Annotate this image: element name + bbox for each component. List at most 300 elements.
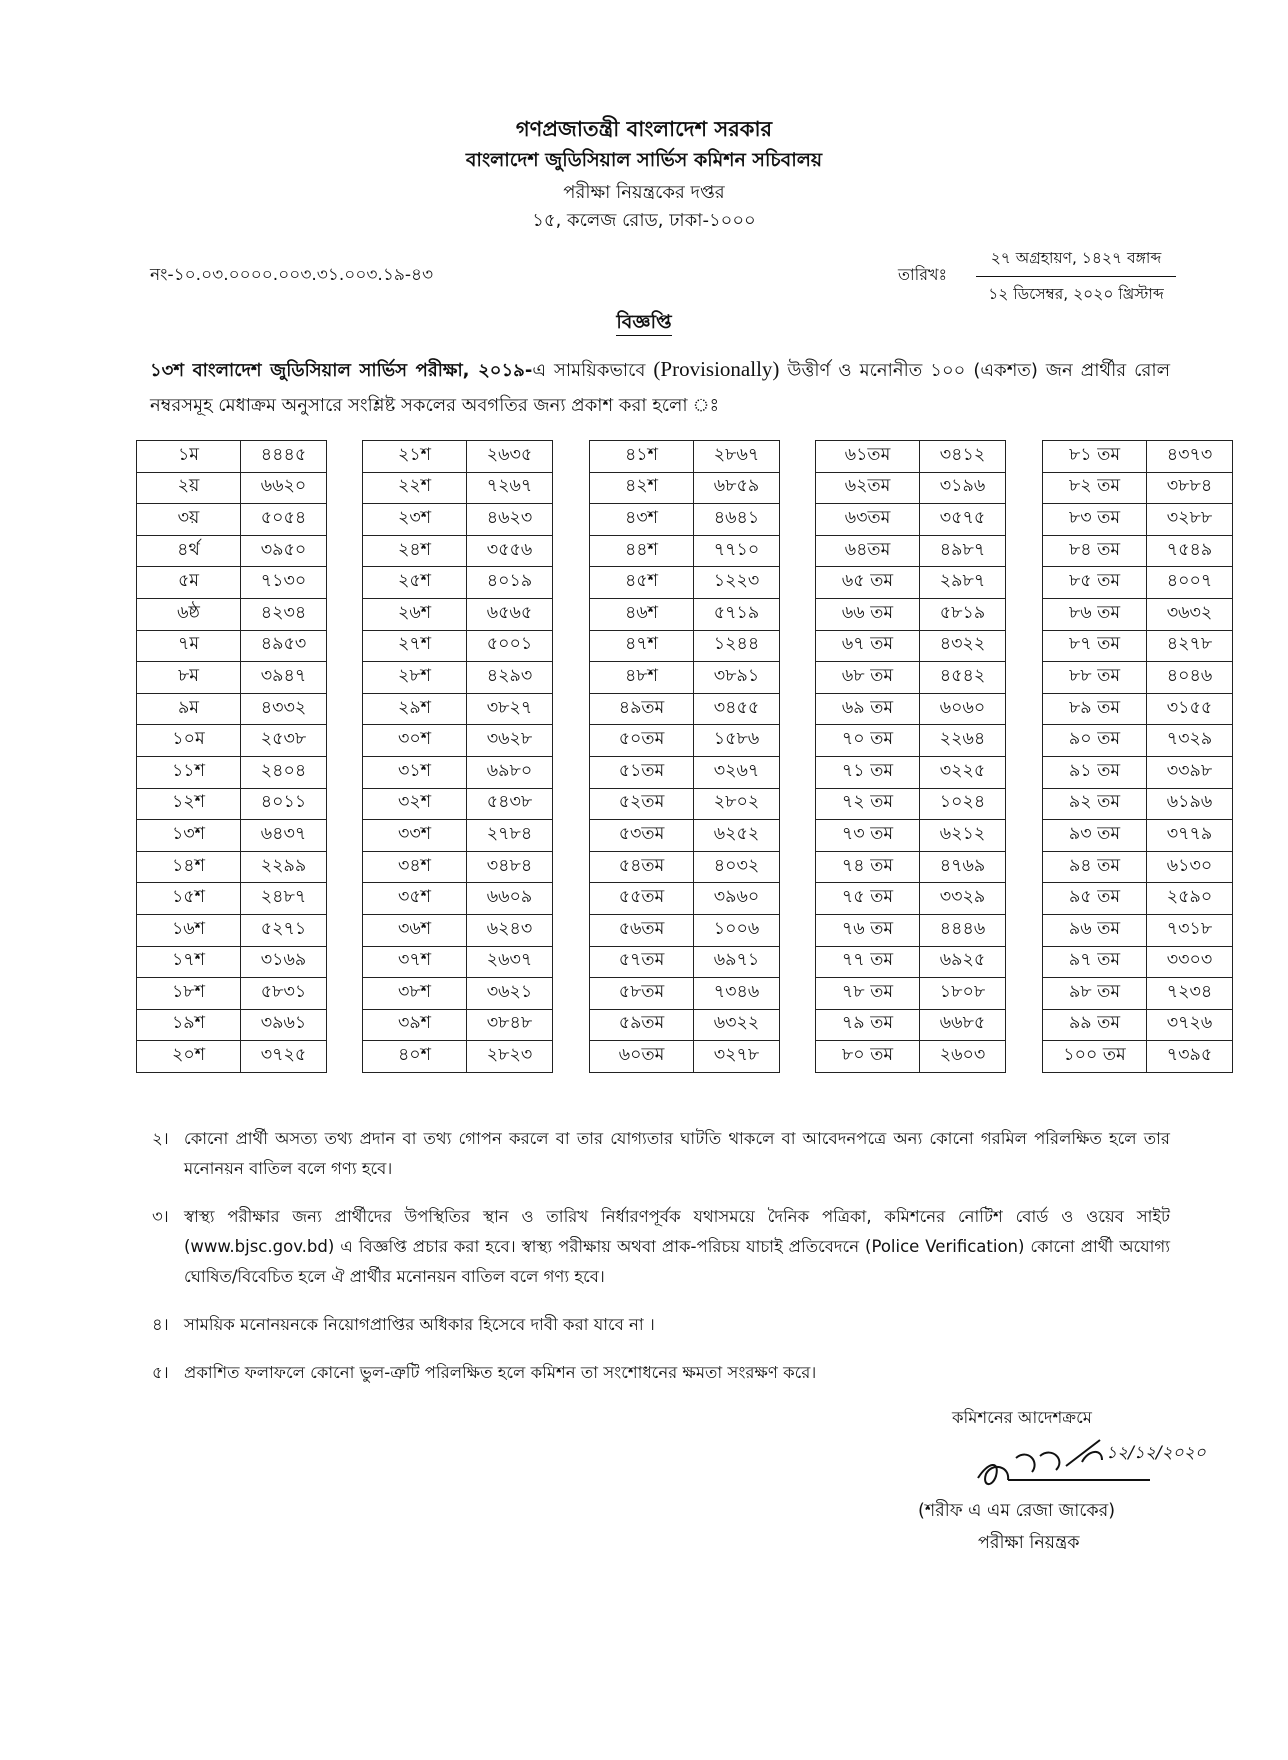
roll-number: ৩২৭৮ bbox=[694, 1041, 780, 1073]
merit-position: ৫৫তম bbox=[590, 883, 694, 915]
roll-number: ৫৭১৯ bbox=[694, 598, 780, 630]
roll-number: ১০২৪ bbox=[920, 788, 1006, 820]
roll-number: ৬২৫২ bbox=[694, 820, 780, 852]
roll-number: ২৮৬৭ bbox=[694, 441, 780, 473]
merit-position: ২য় bbox=[137, 472, 241, 504]
table-row bbox=[1043, 441, 1233, 473]
table-row bbox=[1043, 1009, 1233, 1041]
table-row bbox=[137, 914, 327, 946]
roll-number: ৪৪৪৫ bbox=[241, 441, 327, 473]
table-row bbox=[137, 756, 327, 788]
table-row bbox=[137, 820, 327, 852]
roll-number: ৪৯৫৩ bbox=[241, 630, 327, 662]
roll-number: ১৮০৮ bbox=[920, 978, 1006, 1010]
intro-latin: (Provisionally) bbox=[653, 357, 780, 381]
roll-number: ৪০৩২ bbox=[694, 851, 780, 883]
merit-position: ৯৭ তম bbox=[1043, 946, 1147, 978]
table-row bbox=[590, 567, 780, 599]
merit-position: ১৩শ bbox=[137, 820, 241, 852]
table-row bbox=[137, 662, 327, 694]
table-row bbox=[137, 504, 327, 536]
notice-title-text: বিজ্ঞপ্তি bbox=[616, 311, 671, 336]
roll-number: ৭৩১৮ bbox=[1147, 914, 1233, 946]
table-row bbox=[363, 883, 553, 915]
table-row bbox=[363, 851, 553, 883]
roll-number: ৪৬২৩ bbox=[467, 504, 553, 536]
roll-number: ৬৬৮৫ bbox=[920, 1009, 1006, 1041]
merit-position: ৪৩শ bbox=[590, 504, 694, 536]
merit-position: ১৬শ bbox=[137, 914, 241, 946]
roll-number: ৩৬২৮ bbox=[467, 725, 553, 757]
merit-position: ৫১তম bbox=[590, 756, 694, 788]
merit-position: ৩৫শ bbox=[363, 883, 467, 915]
merit-position: ২৭শ bbox=[363, 630, 467, 662]
merit-position: ৭৬ তম bbox=[816, 914, 920, 946]
table-row bbox=[1043, 883, 1233, 915]
table-row bbox=[1043, 756, 1233, 788]
merit-position: ৩য় bbox=[137, 504, 241, 536]
merit-position: ৬৮ তম bbox=[816, 662, 920, 694]
table-row bbox=[137, 472, 327, 504]
roll-number: ৫০০১ bbox=[467, 630, 553, 662]
merit-position: ৮২ তম bbox=[1043, 472, 1147, 504]
roll-number: ৩৬২১ bbox=[467, 978, 553, 1010]
merit-position: ১০০ তম bbox=[1043, 1041, 1147, 1073]
roll-number: ২২৯৯ bbox=[241, 851, 327, 883]
roll-number: ৪৩৩২ bbox=[241, 693, 327, 725]
table-row bbox=[137, 693, 327, 725]
merit-position: ২৫শ bbox=[363, 567, 467, 599]
merit-position: ১২শ bbox=[137, 788, 241, 820]
merit-position: ৬৪তম bbox=[816, 535, 920, 567]
table-row bbox=[363, 630, 553, 662]
roll-number: ৩৬৩২ bbox=[1147, 598, 1233, 630]
signature-date: ১২/১২/২০২০ bbox=[1106, 1443, 1206, 1463]
roll-number: ৪৬৪১ bbox=[694, 504, 780, 536]
merit-position: ১ম bbox=[137, 441, 241, 473]
roll-number: ৩৯৬১ bbox=[241, 1009, 327, 1041]
merit-position: ৫৮তম bbox=[590, 978, 694, 1010]
merit-position: ৯২ তম bbox=[1043, 788, 1147, 820]
table-row bbox=[363, 662, 553, 694]
roll-number: ৩৭৭৯ bbox=[1147, 820, 1233, 852]
merit-position: ৭২ তম bbox=[816, 788, 920, 820]
roll-number: ২৬৩৫ bbox=[467, 441, 553, 473]
table-row bbox=[816, 504, 1006, 536]
table-row bbox=[816, 946, 1006, 978]
table-row bbox=[363, 598, 553, 630]
roll-number: ৬৫৬৫ bbox=[467, 598, 553, 630]
roll-number: ৩৮৪৮ bbox=[467, 1009, 553, 1041]
note-text: সাময়িক মনোনয়নকে নিয়োগপ্রাপ্তির অধিকার হিসেবে দাবী করা যাবে না । bbox=[184, 1315, 655, 1334]
roll-number: ৪৩২২ bbox=[920, 630, 1006, 662]
roll-number: ২৯৮৭ bbox=[920, 567, 1006, 599]
roll-number: ৩১৯৬ bbox=[920, 472, 1006, 504]
table-row bbox=[590, 630, 780, 662]
merit-position: ৩১শ bbox=[363, 756, 467, 788]
table-row bbox=[1043, 788, 1233, 820]
header-address: ১৫, কলেজ রোড, ঢাকা-১০০০ bbox=[532, 210, 756, 231]
roll-number: ৬০৬০ bbox=[920, 693, 1006, 725]
table-row bbox=[137, 567, 327, 599]
roll-number: ৩৩০৩ bbox=[1147, 946, 1233, 978]
roll-number: ৩৯৪৭ bbox=[241, 662, 327, 694]
note-3 bbox=[152, 1202, 1170, 1292]
date-bangla: ২৭ অগ্রহায়ণ, ১৪২৭ বঙ্গাব্দ bbox=[976, 246, 1176, 277]
note-number: ৫। bbox=[152, 1363, 169, 1382]
roll-number: ৩৫৭৫ bbox=[920, 504, 1006, 536]
roll-number: ২৭৮৪ bbox=[467, 820, 553, 852]
notes-list bbox=[152, 1124, 1170, 1406]
merit-position: ৮০ তম bbox=[816, 1041, 920, 1073]
results-table bbox=[136, 440, 327, 1073]
merit-position: ৪৪শ bbox=[590, 535, 694, 567]
merit-position: ৭৫ তম bbox=[816, 883, 920, 915]
roll-number: ২৪৮৭ bbox=[241, 883, 327, 915]
roll-number: ৪০১১ bbox=[241, 788, 327, 820]
note-number: ২। bbox=[152, 1129, 169, 1148]
note-5 bbox=[152, 1358, 1170, 1388]
roll-number: ৬১৩০ bbox=[1147, 851, 1233, 883]
merit-position: ৮৩ তম bbox=[1043, 504, 1147, 536]
table-row bbox=[816, 662, 1006, 694]
table-row bbox=[590, 662, 780, 694]
roll-number: ৬৯৮০ bbox=[467, 756, 553, 788]
table-row bbox=[816, 756, 1006, 788]
roll-number: ৬৩২২ bbox=[694, 1009, 780, 1041]
merit-position: ১৫শ bbox=[137, 883, 241, 915]
intro-part1: এ সাময়িকভাবে bbox=[532, 360, 654, 381]
table-row bbox=[137, 788, 327, 820]
merit-position: ২৬শ bbox=[363, 598, 467, 630]
table-row bbox=[590, 946, 780, 978]
table-row bbox=[816, 441, 1006, 473]
merit-position: ৪২শ bbox=[590, 472, 694, 504]
merit-position: ৫২তম bbox=[590, 788, 694, 820]
merit-position: ৩৪শ bbox=[363, 851, 467, 883]
roll-number: ৪৫৪২ bbox=[920, 662, 1006, 694]
note-number: ৪। bbox=[152, 1315, 169, 1334]
merit-position: ৯১ তম bbox=[1043, 756, 1147, 788]
table-row bbox=[590, 472, 780, 504]
merit-position: ২৩শ bbox=[363, 504, 467, 536]
table-row bbox=[816, 693, 1006, 725]
roll-number: ৪২৯৩ bbox=[467, 662, 553, 694]
header-commission: বাংলাদেশ জুডিসিয়াল সার্ভিস কমিশন সচিবালয় bbox=[465, 149, 823, 171]
merit-position: ১০ম bbox=[137, 725, 241, 757]
table-row bbox=[816, 788, 1006, 820]
table-row bbox=[1043, 725, 1233, 757]
roll-number: ৪০৪৬ bbox=[1147, 662, 1233, 694]
roll-number: ৭৫৪৯ bbox=[1147, 535, 1233, 567]
table-row bbox=[137, 725, 327, 757]
merit-position: ৬৩তম bbox=[816, 504, 920, 536]
roll-number: ৩৭২৬ bbox=[1147, 1009, 1233, 1041]
roll-number: ৩৪১২ bbox=[920, 441, 1006, 473]
table-row bbox=[363, 788, 553, 820]
table-row bbox=[1043, 978, 1233, 1010]
table-row bbox=[590, 598, 780, 630]
roll-number: ২২৬৪ bbox=[920, 725, 1006, 757]
roll-number: ৭২৬৭ bbox=[467, 472, 553, 504]
merit-position: ৭১ তম bbox=[816, 756, 920, 788]
merit-position: ২৮শ bbox=[363, 662, 467, 694]
header-government: গণপ্রজাতন্ত্রী বাংলাদেশ সরকার bbox=[515, 117, 773, 141]
table-row bbox=[1043, 820, 1233, 852]
table-row bbox=[590, 693, 780, 725]
table-row bbox=[590, 535, 780, 567]
table-row bbox=[363, 567, 553, 599]
roll-number: ৭৩৯৫ bbox=[1147, 1041, 1233, 1073]
merit-position: ৭৭ তম bbox=[816, 946, 920, 978]
intro-bold: ১৩শ বাংলাদেশ জুডিসিয়াল সার্ভিস পরীক্ষা, ২০১৯- bbox=[150, 360, 533, 381]
merit-position: ৫৬তম bbox=[590, 914, 694, 946]
roll-number: ২৬৩৭ bbox=[467, 946, 553, 978]
roll-number: ৬৯৭১ bbox=[694, 946, 780, 978]
header-office: পরীক্ষা নিয়ন্ত্রকের দপ্তর bbox=[563, 182, 725, 203]
merit-position: ২০শ bbox=[137, 1041, 241, 1073]
table-row bbox=[363, 1041, 553, 1073]
results-table bbox=[815, 440, 1006, 1073]
merit-position: ৫৩তম bbox=[590, 820, 694, 852]
memo-number: নং-১০.০৩.০০০০.০০৩.৩১.০০৩.১৯-৪৩ bbox=[150, 265, 434, 285]
table-row bbox=[816, 1041, 1006, 1073]
table-row bbox=[137, 946, 327, 978]
roll-number: ৬৮৫৯ bbox=[694, 472, 780, 504]
table-row bbox=[137, 630, 327, 662]
table-row bbox=[1043, 472, 1233, 504]
table-row bbox=[816, 472, 1006, 504]
roll-number: ৬৬০৯ bbox=[467, 883, 553, 915]
results-table bbox=[362, 440, 553, 1073]
table-row bbox=[137, 441, 327, 473]
merit-position: ৩৯শ bbox=[363, 1009, 467, 1041]
results-table bbox=[1042, 440, 1233, 1073]
table-row bbox=[137, 978, 327, 1010]
roll-number: ২৫৯০ bbox=[1147, 883, 1233, 915]
table-row bbox=[1043, 535, 1233, 567]
table-row bbox=[137, 851, 327, 883]
merit-position: ৩৬শ bbox=[363, 914, 467, 946]
table-row bbox=[590, 1009, 780, 1041]
table-row bbox=[816, 914, 1006, 946]
merit-position: ৮৫ তম bbox=[1043, 567, 1147, 599]
table-row bbox=[816, 1009, 1006, 1041]
table-row bbox=[363, 441, 553, 473]
table-row bbox=[590, 820, 780, 852]
roll-number: ৩৯৬০ bbox=[694, 883, 780, 915]
merit-position: ৭৩ তম bbox=[816, 820, 920, 852]
roll-number: ১৫৮৬ bbox=[694, 725, 780, 757]
date-block bbox=[976, 246, 1176, 308]
merit-position: ৬ষ্ঠ bbox=[137, 598, 241, 630]
roll-number: ৬২৪৩ bbox=[467, 914, 553, 946]
table-row bbox=[1043, 946, 1233, 978]
merit-position: ৫৪তম bbox=[590, 851, 694, 883]
roll-number: ৩২২৫ bbox=[920, 756, 1006, 788]
roll-number: ৫২৭১ bbox=[241, 914, 327, 946]
merit-position: ৮৮ তম bbox=[1043, 662, 1147, 694]
table-row bbox=[137, 598, 327, 630]
merit-position: ৪৭শ bbox=[590, 630, 694, 662]
merit-position: ৭ম bbox=[137, 630, 241, 662]
table-row bbox=[590, 504, 780, 536]
date-gregorian: ১২ ডিসেম্বর, ২০২০ খ্রিস্টাব্দ bbox=[988, 285, 1164, 303]
roll-number: ১০০৬ bbox=[694, 914, 780, 946]
table-row bbox=[816, 598, 1006, 630]
table-row bbox=[1043, 504, 1233, 536]
table-row bbox=[137, 883, 327, 915]
order-line: কমিশনের আদেশক্রমে bbox=[952, 1408, 1092, 1427]
table-row bbox=[363, 693, 553, 725]
merit-position: ৬৭ তম bbox=[816, 630, 920, 662]
table-row bbox=[816, 820, 1006, 852]
merit-position: ৩২শ bbox=[363, 788, 467, 820]
table-row bbox=[363, 820, 553, 852]
merit-position: ৩৮শ bbox=[363, 978, 467, 1010]
table-row bbox=[590, 851, 780, 883]
merit-position: ৮১ তম bbox=[1043, 441, 1147, 473]
roll-number: ৬৪৩৭ bbox=[241, 820, 327, 852]
merit-position: ২৪শ bbox=[363, 535, 467, 567]
table-row bbox=[137, 535, 327, 567]
notice-title bbox=[0, 308, 1288, 340]
table-row bbox=[1043, 851, 1233, 883]
merit-position: ৬২তম bbox=[816, 472, 920, 504]
roll-number: ৫৮১৯ bbox=[920, 598, 1006, 630]
merit-position: ৪০শ bbox=[363, 1041, 467, 1073]
roll-number: ২৮২৩ bbox=[467, 1041, 553, 1073]
note-4 bbox=[152, 1310, 1170, 1340]
table-row bbox=[363, 535, 553, 567]
roll-number: ৩৭২৫ bbox=[241, 1041, 327, 1073]
merit-position: ১৮শ bbox=[137, 978, 241, 1010]
table-row bbox=[363, 725, 553, 757]
table-row bbox=[816, 883, 1006, 915]
table-row bbox=[363, 1009, 553, 1041]
table-row bbox=[363, 914, 553, 946]
merit-position: ৯৯ তম bbox=[1043, 1009, 1147, 1041]
note-text: স্বাস্থ্য পরীক্ষার জন্য প্রার্থীদের উপস্থিতির স্থান ও তারিখ নির্ধারণপূর্বক যথাসময়ে দৈনিক পত্রিকা, কমিশনের নোটিশ বোর্ড ও ওয়েব সাইট (www.bjsc.gov.bd) এ বিজ্ঞপ্তি প্রচার করা হবে। স্বাস্থ্য পরীক্ষায় অথবা প্রাক-পরিচয় যাচাই প্রতিবেদনে (Police Verification) কোনো প্রার্থী অযোগ্য ঘোষিত/বিবেচিত হলে ঐ প্রার্থীর মনোনয়ন বাতিল বলে গণ্য হবে। bbox=[184, 1207, 1170, 1286]
merit-position: ৯৮ তম bbox=[1043, 978, 1147, 1010]
merit-position: ৮৪ তম bbox=[1043, 535, 1147, 567]
merit-position: ৬০তম bbox=[590, 1041, 694, 1073]
merit-position: ৯৩ তম bbox=[1043, 820, 1147, 852]
merit-position: ৯ম bbox=[137, 693, 241, 725]
merit-position: ১৭শ bbox=[137, 946, 241, 978]
merit-position: ৭৮ তম bbox=[816, 978, 920, 1010]
roll-number: ৩১৫৫ bbox=[1147, 693, 1233, 725]
merit-position: ৪৮শ bbox=[590, 662, 694, 694]
roll-number: ৩৮২৭ bbox=[467, 693, 553, 725]
intro-paragraph bbox=[150, 352, 1170, 423]
roll-number: ৩৮৯১ bbox=[694, 662, 780, 694]
merit-position: ৯৪ তম bbox=[1043, 851, 1147, 883]
merit-position: ৭০ তম bbox=[816, 725, 920, 757]
signatory-name: (শরীফ এ এম রেজা জাকের) bbox=[918, 1501, 1116, 1521]
note-text: কোনো প্রার্থী অসত্য তথ্য প্রদান বা তথ্য গোপন করলে বা তার যোগ্যতার ঘাটতি থাকলে বা আবেদনপত্রে অন্য কোনো গরমিল পরিলক্ষিত হলে তার মনোনয়ন বাতিল বলে গণ্য হবে। bbox=[184, 1129, 1170, 1178]
merit-position: ৮ম bbox=[137, 662, 241, 694]
table-row bbox=[363, 946, 553, 978]
roll-number: ৩৪৫৫ bbox=[694, 693, 780, 725]
roll-number: ৫৪৩৮ bbox=[467, 788, 553, 820]
table-row bbox=[590, 725, 780, 757]
roll-number: ৩৮৮৪ bbox=[1147, 472, 1233, 504]
table-row bbox=[363, 978, 553, 1010]
roll-number: ৭২৩৪ bbox=[1147, 978, 1233, 1010]
merit-position: ৮৬ তম bbox=[1043, 598, 1147, 630]
merit-position: ২১শ bbox=[363, 441, 467, 473]
table-row bbox=[1043, 567, 1233, 599]
roll-number: ৩১৬৯ bbox=[241, 946, 327, 978]
table-row bbox=[363, 472, 553, 504]
roll-number: ৬৯২৫ bbox=[920, 946, 1006, 978]
merit-position: ৪৫শ bbox=[590, 567, 694, 599]
roll-number: ৩২৬৭ bbox=[694, 756, 780, 788]
roll-number: ৭১৩০ bbox=[241, 567, 327, 599]
merit-position: ১৪শ bbox=[137, 851, 241, 883]
roll-number: ৪০০৭ bbox=[1147, 567, 1233, 599]
roll-number: ৬২১২ bbox=[920, 820, 1006, 852]
merit-position: ২৯শ bbox=[363, 693, 467, 725]
table-row bbox=[816, 978, 1006, 1010]
roll-number: ৩৩২৯ bbox=[920, 883, 1006, 915]
note-number: ৩। bbox=[152, 1207, 169, 1226]
roll-number: ৭৩৪৬ bbox=[694, 978, 780, 1010]
roll-number: ৪৪৪৬ bbox=[920, 914, 1006, 946]
table-row bbox=[816, 567, 1006, 599]
roll-number: ৫০৫৪ bbox=[241, 504, 327, 536]
handwritten-signature bbox=[970, 1432, 1206, 1494]
merit-position: ৬৯ তম bbox=[816, 693, 920, 725]
table-row bbox=[590, 914, 780, 946]
merit-position: ৬৫ তম bbox=[816, 567, 920, 599]
merit-position: ৭৯ তম bbox=[816, 1009, 920, 1041]
merit-position: ৪র্থ bbox=[137, 535, 241, 567]
merit-position: ৩০শ bbox=[363, 725, 467, 757]
merit-position: ৫ম bbox=[137, 567, 241, 599]
table-row bbox=[816, 630, 1006, 662]
merit-position: ৯০ তম bbox=[1043, 725, 1147, 757]
merit-position: ৪৬শ bbox=[590, 598, 694, 630]
merit-position: ৫৭তম bbox=[590, 946, 694, 978]
table-row bbox=[590, 788, 780, 820]
roll-number: ৪৭৬৯ bbox=[920, 851, 1006, 883]
date-label: তারিখঃ bbox=[898, 265, 948, 284]
intro-part2: উত্তীর্ণ ও মনোনীত ১০০ (একশত) জন প্রার্থীর রোল নম্বরসমূহ মেধাক্রম অনুসারে সংশ্লিষ্ট সকলের অবগতির জন্য প্রকাশ করা হলো ঃ bbox=[150, 360, 1170, 416]
table-row bbox=[1043, 1041, 1233, 1073]
table-row bbox=[816, 851, 1006, 883]
merit-position: ৭৪ তম bbox=[816, 851, 920, 883]
roll-number: ২৫৩৮ bbox=[241, 725, 327, 757]
table-row bbox=[816, 725, 1006, 757]
table-row bbox=[1043, 598, 1233, 630]
roll-number: ৩৯৫০ bbox=[241, 535, 327, 567]
roll-number: ৭৭১০ bbox=[694, 535, 780, 567]
signatory-designation: পরীক্ষা নিয়ন্ত্রক bbox=[978, 1533, 1080, 1553]
merit-position: ৯৬ তম bbox=[1043, 914, 1147, 946]
merit-position: ৮৭ তম bbox=[1043, 630, 1147, 662]
table-row bbox=[1043, 693, 1233, 725]
roll-number: ৫৮৩১ bbox=[241, 978, 327, 1010]
roll-number: ৩৪৮৪ bbox=[467, 851, 553, 883]
merit-position: ৪৯তম bbox=[590, 693, 694, 725]
merit-position: ২২শ bbox=[363, 472, 467, 504]
roll-number: ২৪০৪ bbox=[241, 756, 327, 788]
merit-position: ৩৩শ bbox=[363, 820, 467, 852]
table-row bbox=[590, 978, 780, 1010]
table-row bbox=[137, 1041, 327, 1073]
